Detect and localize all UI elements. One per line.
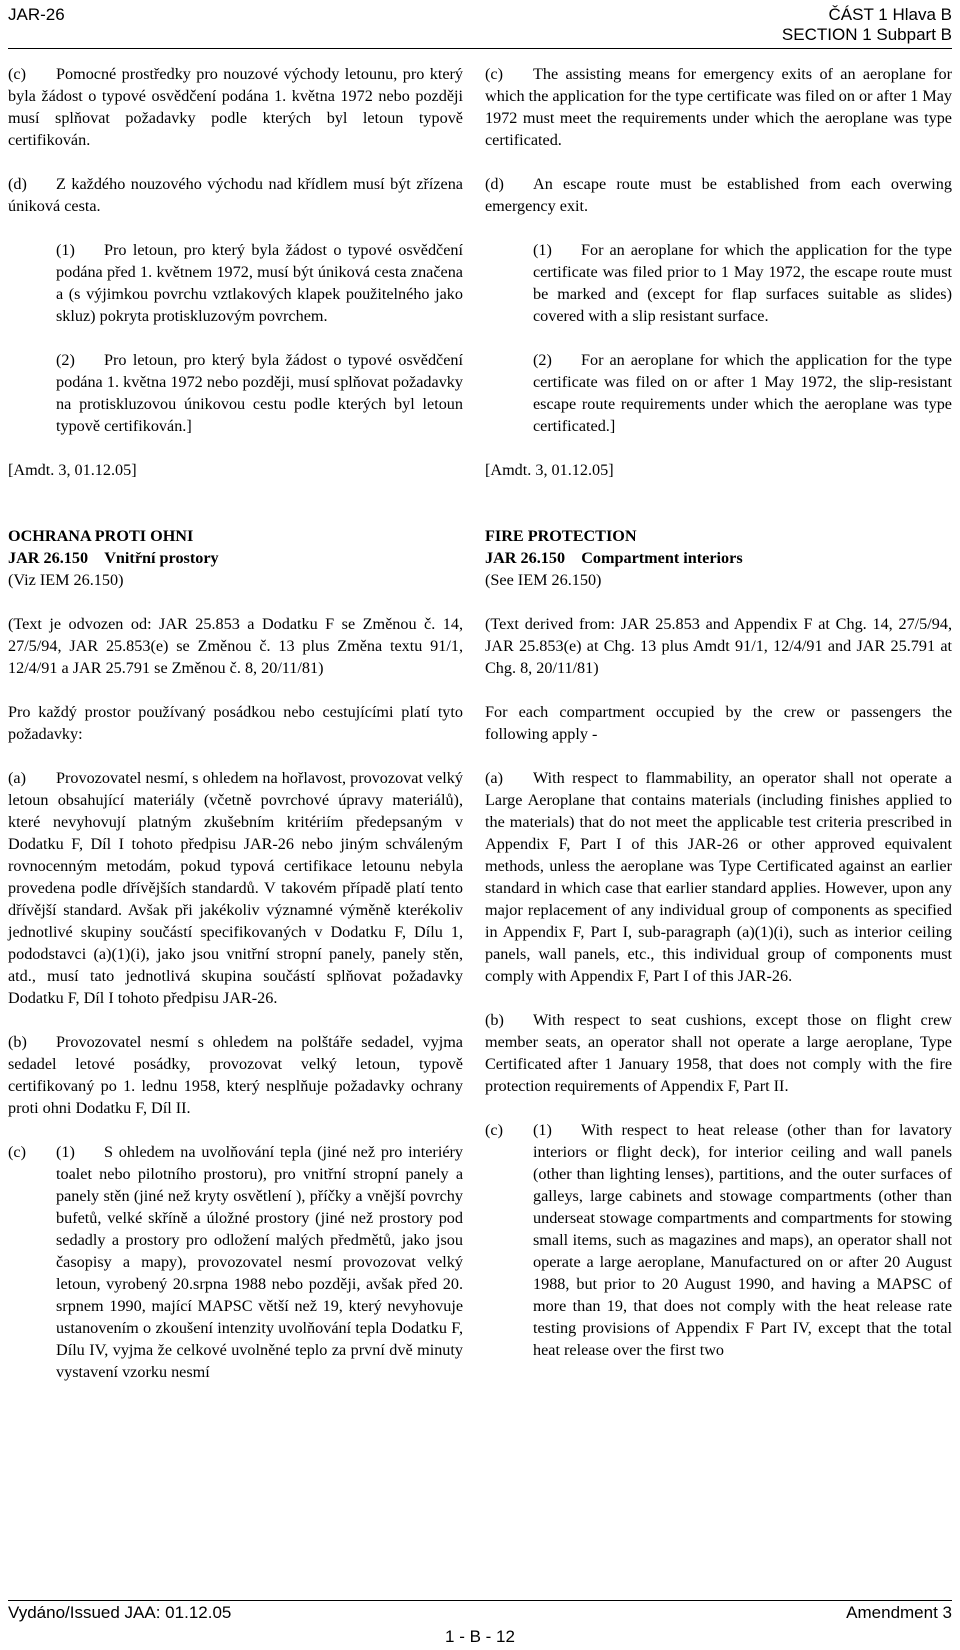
cz-d1-text: Pro letoun, pro který byla žádost o typové osvědčení podána před 1. květnem 1972, musí být úniková cesta značena a (s výjimkou povrchu vztlakových klapek použitelného jako skluz) pokryta protiskluzovým povrchem. [56, 241, 463, 325]
en-c2-sub: (1) [533, 1121, 552, 1139]
cz-c-text: Pomocné prostředky pro nouzové východy letounu, pro který byla žádost o typové osvědčení podána 1. května 1972 nebo později musí splňovat požadavky podle kterých byl letoun typově certifikován. [8, 65, 463, 149]
en-d-text: An escape route must be established from each overwing emergency exit. [485, 175, 952, 215]
header-rule [8, 48, 952, 49]
en-para-a [485, 767, 952, 987]
en-para-c2 [485, 1119, 952, 1361]
en-d2-label: (2) [533, 351, 552, 369]
en-para-c [485, 63, 952, 151]
header-section [782, 5, 952, 45]
cz-d2-text: Pro letoun, pro který byla žádost o typové osvědčení podána 1. května 1972 nebo později, musí splňovat požadavky na protiskluzovou únikovou cestu podle kterých byl letoun typově certifikován.] [56, 351, 463, 435]
en-d-label: (d) [485, 175, 504, 193]
en-para-b [485, 1009, 952, 1097]
cz-amendment-ref: [Amdt. 3, 01.12.05] [8, 461, 137, 479]
cz-para-c [8, 63, 463, 151]
footer-rule [8, 1600, 952, 1601]
en-c2-body [533, 1119, 952, 1361]
cz-para-d1 [8, 239, 463, 327]
cz-para-d [8, 173, 463, 217]
cz-d-label: (d) [8, 175, 27, 193]
cz-para-b [8, 1031, 463, 1119]
en-para-d2 [485, 349, 952, 437]
en-section-title: FIRE PROTECTION [485, 527, 637, 545]
en-jar-ref: JAR 26.150 [485, 549, 566, 567]
cz-a-label: (a) [8, 769, 26, 787]
cz-jar-ref: JAR 26.150 [8, 549, 89, 567]
cz-derived-note: (Text je odvozen od: JAR 25.853 a Dodatku F se Změnou č. 14, 27/5/94, JAR 25.853(e) se Změnou č. 13 plus Změna textu 91/1, 12/4/91 a JAR 25.791 se Změnou č. 8, 20/11/81) [8, 615, 463, 677]
header-doc-code: JAR-26 [8, 5, 65, 24]
header-section-cz: ČÁST 1 Hlava B [828, 5, 952, 24]
en-a-text: With respect to flammability, an operator shall not operate a Large Aeroplane that contains materials (including finishes applied to the materials) that do not meet the applicable test criteria prescribed in Appendix F, Part I of this JAR-26 or other approved equivalent methods, unless the aeroplane was Type Certificated against an earlier standard in which case that earlier standard applies. However, upon any major replacement of any individual group of components as specified in Appendix F, Part I, sub-paragraph (a)(1)(i), such as interior ceiling panels, wall panels, etc., this individual group of components must comply with Appendix F, Part I of this JAR-26. [485, 769, 952, 985]
czech-column [8, 63, 463, 1383]
header-section-en: SECTION 1 Subpart B [781, 25, 952, 44]
footer-page-number: 1 - B - 12 [445, 1627, 515, 1646]
en-c-label: (c) [485, 65, 503, 83]
en-b-label: (b) [485, 1011, 504, 1029]
en-b-text: With respect to seat cushions, except those on flight crew member seats, an operator shall not operate a large aeroplane, Type Certificated after 1 January 1958, that does not comply with the fire protection requirements of Appendix F, Part II. [485, 1011, 952, 1095]
en-para-d [485, 173, 952, 217]
cz-para-c2 [8, 1141, 463, 1383]
cz-jar-title: Vnitřní prostory [104, 549, 219, 567]
cz-c-label: (c) [8, 65, 26, 83]
cz-para-d2 [8, 349, 463, 437]
en-d1-text: For an aeroplane for which the application for the type certificate was filed prior to 1 May 1972, the escape route must be marked and (except for flap surfaces suitable as slides) covered with a slip resistant surface. [533, 241, 952, 325]
cz-para-a [8, 767, 463, 1009]
footer-amendment: Amendment 3 [846, 1603, 952, 1622]
cz-section-title: OCHRANA PROTI OHNI [8, 527, 194, 545]
en-d2-text: For an aeroplane for which the application for the type certificate was filed on or after 1 May 1972, the slip-resistant escape route requirements under which the aeroplane was type certificated.] [533, 351, 952, 435]
en-derived-note: (Text derived from: JAR 25.853 and Appendix F at Chg. 14, 27/5/94, JAR 25.853(e) at Chg. 13 plus Amdt 91/1, 12/4/91 and JAR 25.791 at Chg. 8, 20/11/81) [485, 615, 952, 677]
footer-issued: Vydáno/Issued JAA: 01.12.05 [8, 1603, 232, 1622]
en-see-ref: (See IEM 26.150) [485, 571, 602, 589]
cz-d-text: Z každého nouzového východu nad křídlem musí být zřízena úniková cesta. [8, 175, 463, 215]
en-c2-label: (c) [485, 1121, 503, 1139]
en-amendment-ref: [Amdt. 3, 01.12.05] [485, 461, 614, 479]
cz-see-ref: (Viz IEM 26.150) [8, 571, 124, 589]
en-jar-heading [485, 547, 952, 569]
en-d1-label: (1) [533, 241, 552, 259]
cz-a-text: Provozovatel nesmí, s ohledem na hořlavost, provozovat velký letoun obsahující materiály (včetně povrchové úpravy materiálů), které nevyhovují platným zkušebním kritériím předepsaným v Dodatku F, Díl I tohoto předpisu JAR-26 nebo jiným schváleným rovnocenným metodám, pokud typová certifikace letounu nebyla provedena podle dřívějších standardů. V takovém případě platí tento dřívější standard. Avšak při jakékoliv významné výměně kterékoliv jednotlivé skupiny součástí specifikovaných v Dodatku F, Dílu 1, pododstavci (a)(1)(i), jako jsou vnitřní stropní panely, panely stěn, atd., musí tato jednotlivá skupina součástí splňovat požadavky Dodatku F, Díl I tohoto předpisu JAR-26. [8, 769, 463, 1007]
cz-jar-heading [8, 547, 463, 569]
en-c-text: The assisting means for emergency exits of an aeroplane for which the application for the type certificate was filed on or after 1 May 1972 must meet the requirements under which the aeroplane was type certificated. [485, 65, 953, 149]
en-para-d1 [485, 239, 952, 327]
english-column [485, 63, 952, 1361]
cz-intro: Pro každý prostor používaný posádkou nebo cestujícími platí tyto požadavky: [8, 703, 463, 743]
en-intro: For each compartment occupied by the crew or passengers the following apply - [485, 703, 952, 743]
cz-c2-sub: (1) [56, 1143, 75, 1161]
en-jar-title: Compartment interiors [581, 549, 743, 567]
cz-c2-label: (c) [8, 1143, 26, 1161]
cz-d2-label: (2) [56, 351, 75, 369]
cz-b-label: (b) [8, 1033, 27, 1051]
cz-b-text: Provozovatel nesmí s ohledem na polštáře sedadel, vyjma sedadel letové posádky, provozovat velký letoun, typově certifikovaný po 1. lednu 1958, který nesplňuje požadavky ochrany proti ohni Dodatku F, Díl II. [8, 1033, 463, 1117]
cz-c2-body [56, 1141, 463, 1383]
cz-c2-text: S ohledem na uvolňování tepla (jiné než pro interiéry toalet nebo pilotního prostoru), pro vnitřní stropní panely a panely stěn (jiné než kryty osvětlení ), příčky a vnější povrchy bufetů, velké skříně a úložné prostory (jiné než prostory pod sedadly a prostory pro odložení malých předmětů, jako jsou časopisy a mapy), provozovatel nesmí provozovat velký letoun, vyrobený 20.srpna 1988 nebo později, avšak před 20. srpnem 1990, mající MAPSC větší než 19, který nevyhovuje ustanovením o zkoušení intenzity uvolňování tepla Dodatku F, Dílu IV, vyjma že celkové uvolněné teplo za první dvě minuty vystavení vzorku nesmí [56, 1143, 463, 1381]
cz-d1-label: (1) [56, 241, 75, 259]
en-a-label: (a) [485, 769, 503, 787]
en-c2-text: With respect to heat release (other than for lavatory interiors or flight deck), for interior ceiling and wall panels (other than lighting lenses), partitions, and the outer surfaces of galleys, large cabinets and stowage compartments (other than underseat stowage compartments and compartments for stowing small items, such as magazines and maps), an operator shall not operate a large aeroplane, Manufactured on or after 20 August 1988, but prior to 20 August 1990, and having a MAPSC of more than 19, that does not comply with the heat release rate testing provisions of Appendix F Part IV, except that the total heat release over the first two [533, 1121, 952, 1359]
